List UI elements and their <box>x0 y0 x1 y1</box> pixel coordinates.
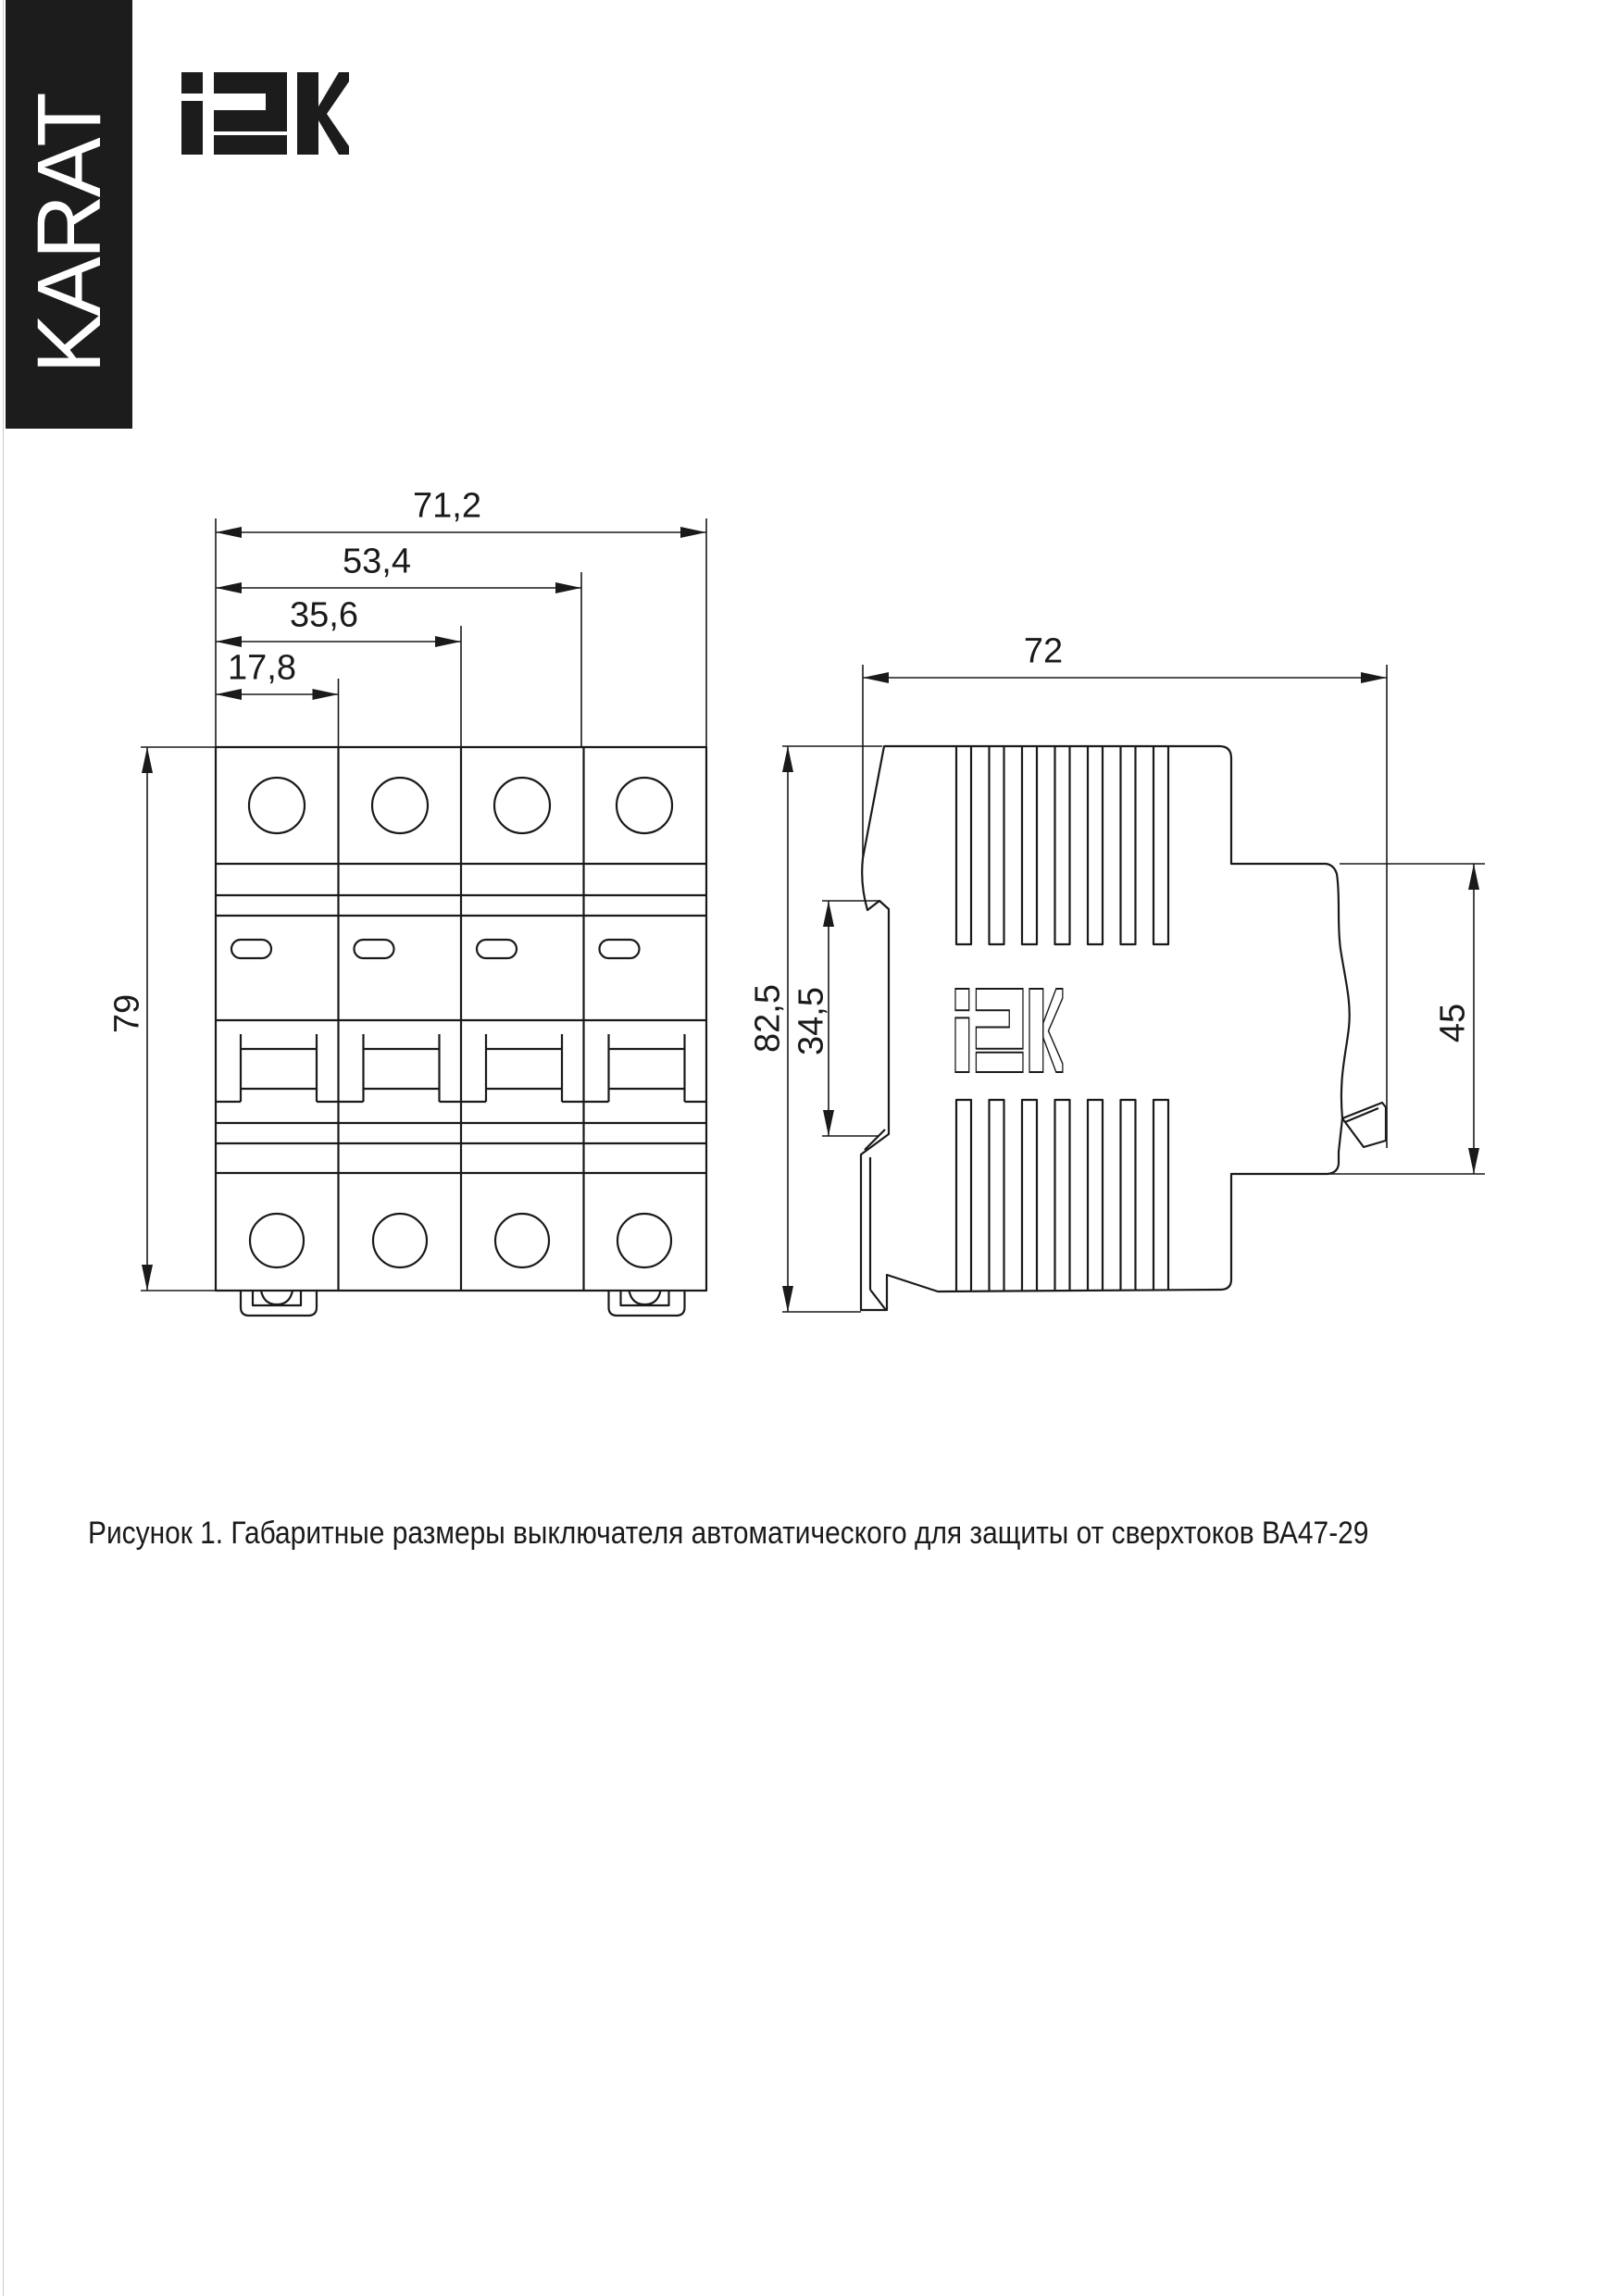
iek-outline-logo <box>955 989 1063 1072</box>
dim-label-width-two: 35,6 <box>290 595 358 635</box>
iek-logo <box>181 72 349 155</box>
dim-label-height-side: 82,5 <box>748 984 788 1053</box>
dimension-arrowheads <box>142 527 1479 1312</box>
dim-label-width-three: 53,4 <box>343 542 411 581</box>
figure-caption: Рисунок 1. Габаритные размеры выключателя автоматического для защиты от сверхтоков ВА47-29 <box>88 1516 1369 1551</box>
dim-label-width-one: 17,8 <box>228 648 296 688</box>
dim-label-din-cutout: 45 <box>1433 1003 1473 1043</box>
front-view-drawing <box>216 747 706 1316</box>
side-view-drawing <box>861 746 1386 1310</box>
dim-label-width-total: 71,2 <box>413 486 481 526</box>
dim-label-height-front: 79 <box>107 993 147 1034</box>
dim-label-depth: 72 <box>1023 631 1064 671</box>
dim-label-din-channel: 34,5 <box>792 987 831 1055</box>
karat-brand-label: KARAT <box>18 94 119 374</box>
